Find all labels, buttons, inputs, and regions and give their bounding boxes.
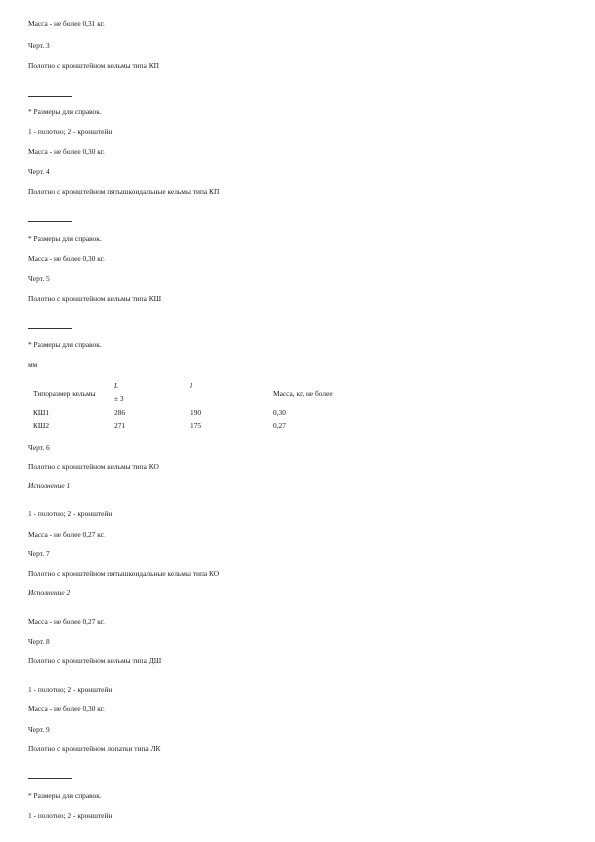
- figure-number: Черт. 8: [28, 637, 50, 646]
- units-label: мм: [28, 360, 38, 369]
- table-cell-L: 271: [114, 421, 126, 430]
- variant-label: Исполнение 1: [28, 481, 71, 490]
- table-cell-L: 286: [114, 408, 126, 417]
- figure-number: Черт. 9: [28, 725, 50, 734]
- figure-caption: Полотно с кронштейном лопатки типа ЛК: [28, 744, 161, 753]
- legend-note: 1 - полотно; 2 - кронштейн: [28, 509, 113, 518]
- figure-number: Черт. 3: [28, 41, 50, 50]
- footnote-divider: [28, 96, 72, 97]
- footnote: * Размеры для справок.: [28, 340, 102, 349]
- figure-caption: Полотно с кронштейном пятышкоидальные кельмы типа КП: [28, 187, 220, 196]
- footnote-divider: [28, 778, 72, 779]
- legend-note: 1 - полотно; 2 - кронштейн: [28, 811, 113, 820]
- table-cell-mass: 0,30: [273, 408, 286, 417]
- figure-caption: Полотно с кронштейном пятышкоидальные кельмы типа КО: [28, 569, 220, 578]
- mass-note: Масса - не более 0,30 кг.: [28, 147, 105, 156]
- figure-number: Черт. 6: [28, 443, 50, 452]
- header-size: Типоразмер кельмы: [33, 389, 96, 398]
- figure-caption: Полотно с кронштейном кельмы типа КО: [28, 462, 159, 471]
- legend-note: 1 - полотно; 2 - кронштейн: [28, 685, 113, 694]
- mass-note: Масса - не более 0,31 кг.: [28, 19, 105, 28]
- figure-number: Черт. 7: [28, 549, 50, 558]
- header-L: L: [114, 381, 119, 390]
- footnote-divider: [28, 221, 72, 222]
- header-l: l: [190, 381, 193, 390]
- header-L-tolerance: ± 3: [114, 394, 124, 403]
- table-cell-l: 175: [190, 421, 202, 430]
- figure-number: Черт. 5: [28, 274, 50, 283]
- mass-note: Масса - не более 0,27 кг.: [28, 530, 105, 539]
- table-cell-size: КШ2: [33, 421, 50, 430]
- variant-label: Исполнение 2: [28, 588, 71, 597]
- table-cell-l: 190: [190, 408, 202, 417]
- mass-note: Масса - не более 0,30 кг.: [28, 254, 105, 263]
- mass-note: Масса - не более 0,30 кг.: [28, 704, 105, 713]
- header-mass: Масса, кг, не более: [273, 389, 333, 398]
- footnote: * Размеры для справок.: [28, 107, 102, 116]
- footnote-divider: [28, 328, 72, 329]
- table-cell-size: КШ1: [33, 408, 50, 417]
- figure-caption: Полотно с кронштейном кельмы типа КШ: [28, 294, 162, 303]
- table-cell-mass: 0,27: [273, 421, 286, 430]
- figure-caption: Полотно с кронштейном кельмы типа КП: [28, 61, 159, 70]
- footnote: * Размеры для справок.: [28, 234, 102, 243]
- mass-note: Масса - не более 0,27 кг.: [28, 617, 105, 626]
- footnote: * Размеры для справок.: [28, 791, 102, 800]
- figure-number: Черт. 4: [28, 167, 50, 176]
- figure-caption: Полотно с кронштейном кельмы типа ДШ: [28, 656, 162, 665]
- legend-note: 1 - полотно; 2 - кронштейн: [28, 127, 113, 136]
